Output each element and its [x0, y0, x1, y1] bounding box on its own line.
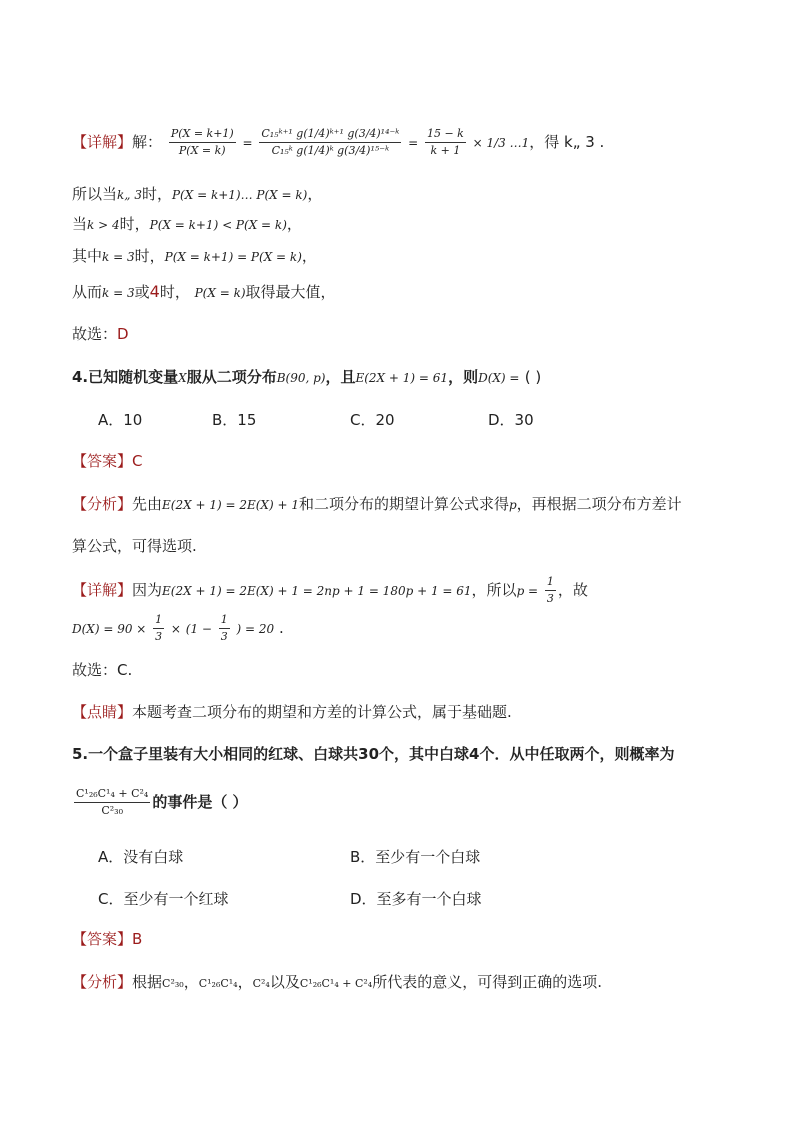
text: 和二项分布的期望计算公式求得 — [298, 495, 509, 513]
math: p = — [516, 584, 539, 598]
analysis-tag: 【分析】 — [72, 495, 133, 513]
math: ) = 20 — [236, 622, 275, 636]
text: ， — [286, 215, 302, 233]
q4-option-b: B．15 — [212, 411, 257, 429]
text: 服从二项分布 — [186, 368, 277, 386]
math: k = 3 — [102, 250, 135, 264]
numerator: 1 — [153, 612, 164, 629]
math: C¹₂₆C¹₄ — [198, 977, 238, 990]
answer-letter: C — [132, 452, 143, 470]
rhs-tail: × 1/3 …1 — [472, 136, 530, 150]
text: 所代表的意义，可得到正确的选项. — [372, 973, 602, 991]
reason-line-4 — [72, 282, 336, 303]
detail-tag: 【详解】 — [72, 133, 133, 151]
math: B(90, p) — [276, 371, 326, 385]
denominator: 3 — [220, 630, 228, 643]
text: ，所以 — [471, 581, 517, 599]
numerator: 1 — [545, 574, 556, 591]
math: p — [508, 498, 517, 512]
text: 因为 — [132, 581, 163, 599]
text: 所以当 — [72, 185, 118, 203]
denominator: 3 — [546, 592, 554, 605]
q5-option-c: C．至少有一个红球 — [98, 890, 229, 908]
math: P(X = k+1) = P(X = k) — [164, 250, 302, 264]
q5-stem-line-2 — [72, 782, 248, 822]
denominator: 3 — [155, 630, 163, 643]
rhs-fraction — [425, 126, 466, 159]
numerator: 1 — [219, 612, 230, 629]
text: ，则 — [448, 368, 479, 386]
math: (1 − — [185, 622, 212, 636]
answer-tag: 【答案】 — [72, 930, 133, 948]
q4-detail-line-1 — [72, 574, 588, 606]
text: 时， — [141, 185, 172, 203]
mid-fraction — [259, 126, 401, 159]
mid-denominator: C₁₅ᵏ g(1/4)ᵏ g(3/4)¹⁵⁻ᵏ — [271, 144, 390, 157]
text: 当 — [72, 215, 88, 233]
text: 本题考查二项分布的期望和方差的计算公式，属于基础题. — [132, 703, 512, 721]
detail-lead: 解： — [132, 133, 163, 151]
q5-option-b: B．至少有一个白球 — [350, 848, 481, 866]
text: ，且 — [325, 368, 356, 386]
math: C¹₂₆C¹₄ + C²₄ — [299, 977, 373, 990]
q4-option-c: C．20 — [350, 411, 395, 429]
select-line-q3 — [72, 324, 129, 344]
number: 4 — [469, 745, 480, 763]
analysis-tag: 【分析】 — [72, 973, 133, 991]
answer-letter: B — [132, 930, 143, 948]
text: 的事件是（ ） — [152, 793, 248, 811]
answer-tag: 【答案】 — [72, 452, 133, 470]
reason-line-1 — [72, 184, 322, 205]
q4-analysis-line-1 — [72, 494, 682, 515]
text: 时， — [159, 283, 190, 301]
detail-result: ，得 k„ 3 . — [529, 133, 605, 151]
text: ， — [183, 973, 199, 991]
q4-answer — [72, 451, 143, 471]
text: 其中 — [72, 247, 103, 265]
math: E(2X + 1) = 2E(X) + 1 — [162, 498, 299, 512]
detail-ratio-line: 【详解】解： $\frac{P(X = k+1)}{P(X = k)}$ = $\frac{\text{C₁₅ᵏ⁺¹ g(1/4)ᵏ⁺¹ g(3/4)¹⁴⁻ᵏ}}{\text{C₁₅ᵏ g(1/4)ᵏ g(3/4)¹⁵⁻ᵏ}}$ = $\frac{15 - k}{k + 1}$ × 1/3 …1，得 k„ 3 . — [72, 127, 605, 157]
text: ， — [307, 185, 323, 203]
lhs-fraction — [169, 126, 236, 159]
text: 根据 — [132, 973, 163, 991]
third-fraction — [153, 612, 164, 645]
math: k„ 3 — [117, 188, 142, 202]
text: 取得最大值， — [245, 283, 336, 301]
lhs-denominator: P(X = k) — [178, 144, 226, 157]
math: E(2X + 1) = 2E(X) + 1 = 2np + 1 = 180p + 1 = 61 — [162, 584, 472, 598]
detail-tag: 【详解】 — [72, 581, 133, 599]
text: 或 — [134, 283, 150, 301]
text: ，故 — [557, 581, 588, 599]
math: P(X = k) — [194, 286, 246, 300]
text: ， — [301, 247, 317, 265]
text: 从而 — [72, 283, 103, 301]
reason-line-2 — [72, 214, 302, 235]
text: . — [278, 619, 284, 637]
number-four: 4 — [149, 282, 160, 301]
math: k > 4 — [87, 218, 120, 232]
note-tag: 【点睛】 — [72, 703, 133, 721]
probability-fraction — [74, 786, 150, 819]
q5-answer — [72, 929, 142, 949]
q4-option-d: D．30 — [488, 411, 534, 429]
text: 个．从中任取两个，则概率为 — [479, 745, 675, 763]
math: D(X) = 90 × — [72, 622, 147, 636]
q5-analysis — [72, 972, 602, 994]
math: P(X = k+1)… P(X = k) — [171, 188, 308, 202]
text: ， — [237, 973, 253, 991]
math: P(X = k+1) < P(X = k) — [149, 218, 287, 232]
q5-option-d: D．至多有一个白球 — [350, 890, 482, 908]
math: × — [170, 622, 181, 636]
q4-select: 故选：C. — [72, 661, 133, 679]
mid-numerator: C₁₅ᵏ⁺¹ g(1/4)ᵏ⁺¹ g(3/4)¹⁴⁻ᵏ — [259, 126, 401, 143]
q4-option-a: A．10 — [98, 411, 143, 429]
math: D(X) = — [478, 371, 520, 385]
number: 30 — [358, 745, 380, 763]
q5-stem-line-1 — [72, 744, 674, 764]
text: 个，其中白球 — [379, 745, 470, 763]
text: 故选： — [72, 325, 118, 343]
text: ，再根据二项分布方差计 — [516, 495, 682, 513]
q4-note — [72, 702, 512, 722]
math: X — [178, 371, 187, 385]
answer-letter: D — [117, 325, 129, 343]
lhs-numerator: P(X = k+1) — [169, 126, 236, 143]
q4-analysis-line-2: 算公式，可得选项. — [72, 537, 197, 555]
q5-option-a: A．没有白球 — [98, 848, 184, 866]
text: 时， — [119, 215, 150, 233]
answer-blank: ( ) — [524, 368, 542, 386]
third-fraction-2 — [219, 612, 230, 645]
reason-line-3 — [72, 246, 317, 267]
text: 时， — [134, 247, 165, 265]
p-fraction — [545, 574, 556, 607]
text: 以及 — [269, 973, 300, 991]
math: k = 3 — [102, 286, 135, 300]
numerator: C¹₂₆C¹₄ + C²₄ — [74, 786, 150, 803]
text: 4.已知随机变量 — [72, 368, 179, 386]
denominator: C²₃₀ — [101, 804, 123, 817]
text: 先由 — [132, 495, 163, 513]
q4-stem — [72, 367, 541, 388]
math: C²₄ — [252, 977, 270, 990]
math: E(2X + 1) = 61 — [355, 371, 449, 385]
q4-detail-line-2 — [72, 612, 284, 644]
rhs-denominator: k + 1 — [430, 144, 461, 157]
math: C²₃₀ — [162, 977, 184, 990]
text: 5.一个盒子里装有大小相同的红球、白球共 — [72, 745, 359, 763]
rhs-numerator: 15 − k — [425, 126, 466, 143]
